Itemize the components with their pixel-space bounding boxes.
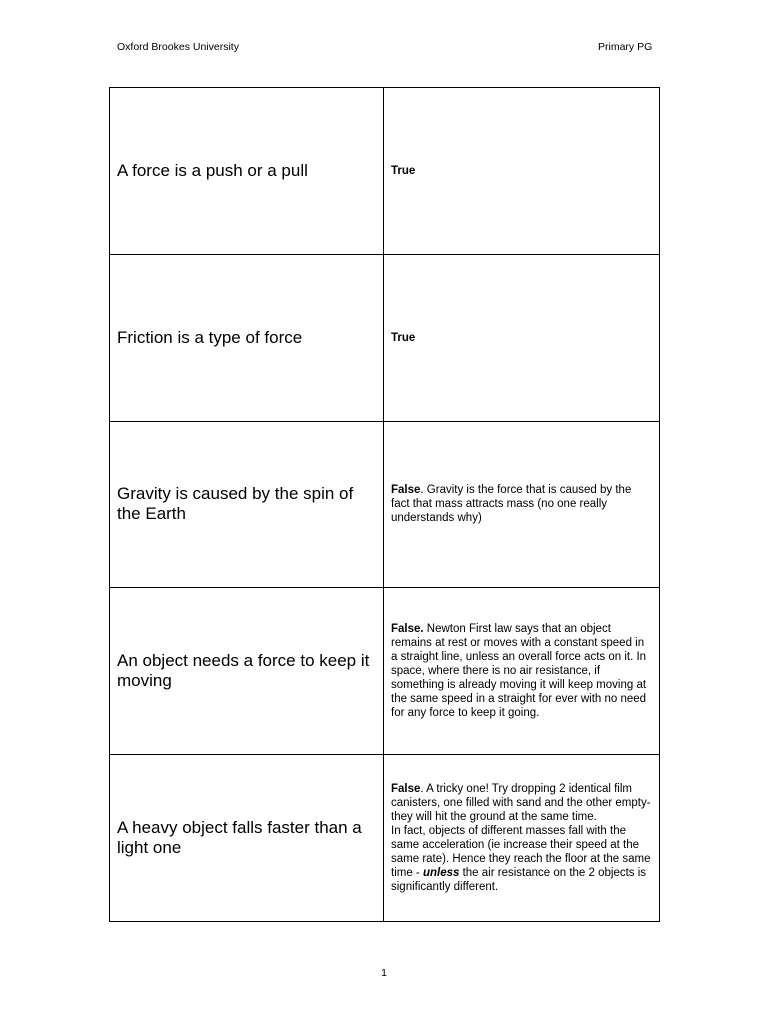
statement-text: Gravity is caused by the spin of the Earth bbox=[117, 484, 354, 524]
statement-cell bbox=[110, 88, 384, 255]
answer-explanation: Newton First law says that an object remains at rest or moves with a constant speed in a straight line, unless an overall force acts on it. In space, where there is no air resistance, if something is already moving it will keep moving at the same speed in a straight for ever with no need for any force to keep it going. bbox=[391, 623, 647, 720]
page-number: 1 bbox=[381, 967, 387, 979]
answer-cell bbox=[384, 755, 660, 922]
statement-text: A heavy object falls faster than a light one bbox=[117, 818, 362, 858]
header-institution: Oxford Brookes University bbox=[117, 41, 239, 53]
answer-verdict: False bbox=[391, 783, 421, 796]
answer-cell bbox=[384, 421, 660, 588]
table-row bbox=[110, 88, 660, 255]
true-false-cards-table bbox=[109, 87, 660, 922]
statement-text: Friction is a type of force bbox=[117, 327, 303, 347]
answer-text bbox=[384, 164, 659, 178]
table-row bbox=[110, 254, 660, 421]
header-course: Primary PG bbox=[598, 41, 653, 53]
statement-cell bbox=[110, 755, 384, 922]
statement-cell bbox=[110, 588, 384, 755]
answer-explanation: . A tricky one! Try dropping 2 identical film canisters, one filled with sand and the other empty- they will hit the ground at the same time. bbox=[391, 783, 651, 824]
statement-text: A force is a push or a pull bbox=[117, 160, 308, 180]
answer-explanation: . Gravity is the force that is caused by the fact that mass attracts mass (no one really understands why) bbox=[391, 484, 632, 525]
answer-text bbox=[384, 622, 659, 720]
answer-verdict: True bbox=[391, 164, 416, 177]
statement-cell bbox=[110, 421, 384, 588]
answer-verdict: False bbox=[391, 484, 421, 497]
table-row bbox=[110, 755, 660, 922]
answer-text bbox=[384, 483, 659, 525]
answer-explanation-continued: In fact, objects of different masses fall with the same acceleration (ie increase their speed at the same rate). Hence they reach the floor at the same time - bbox=[391, 825, 651, 880]
answer-text bbox=[384, 331, 659, 345]
table-row bbox=[110, 421, 660, 588]
answer-cell bbox=[384, 254, 660, 421]
statement-cell bbox=[110, 254, 384, 421]
statement-text: An object needs a force to keep it moving bbox=[117, 651, 370, 691]
answer-cell bbox=[384, 588, 660, 755]
answer-cell bbox=[384, 88, 660, 255]
answer-verdict: False. bbox=[391, 623, 424, 636]
table-row bbox=[110, 588, 660, 755]
answer-emphasis: unless bbox=[422, 867, 460, 880]
answer-explanation-end: the air resistance on the 2 objects is significantly different. bbox=[391, 867, 647, 894]
answer-text bbox=[384, 782, 659, 894]
answer-verdict: True bbox=[391, 331, 416, 344]
